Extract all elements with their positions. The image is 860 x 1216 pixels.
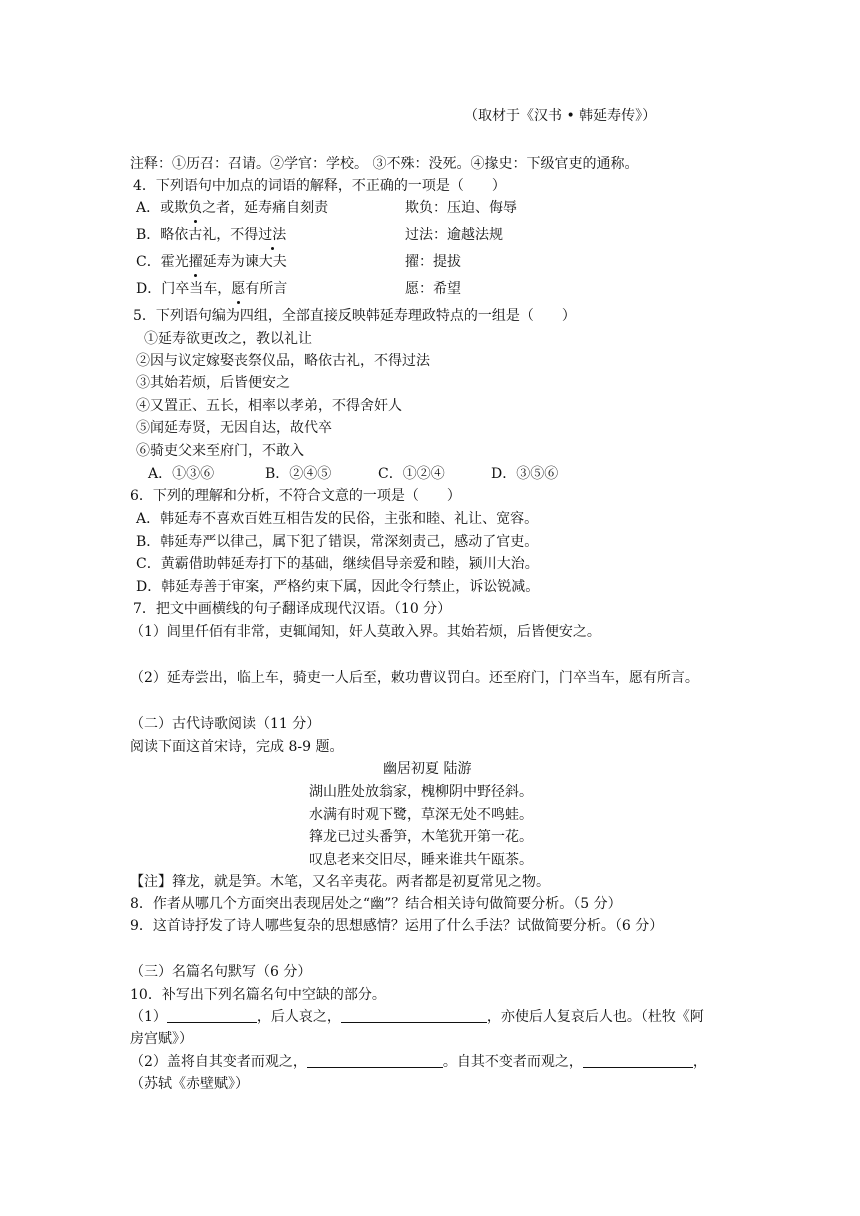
q5-choice-a: A．①③⑥ [148, 466, 215, 482]
q7-stem: 7．把文中画横线的句子翻译成现代汉语。（10 分） [133, 601, 452, 617]
q4-option-b: B．略依古礼，不得过法 [136, 227, 287, 243]
poem-annotation: 【注】箨龙，就是笋。木笔，又名辛夷花。两者都是初夏常见之物。 [130, 874, 550, 890]
q10-item-2-continued: （苏轼《赤壁赋》） [130, 1076, 249, 1092]
q6-option-b: B．韩延寿严以律己，属下犯了错误，常深刻责己，感动了官吏。 [136, 534, 539, 550]
q6-option-a: A．韩延寿不喜欢百姓互相告发的民俗，主张和睦、礼让、宽容。 [136, 511, 539, 527]
dotted-word: 愿 [231, 281, 246, 297]
q7-sentence-2: （2）延寿尝出，临上车，骑吏一人后至，敕功曹议罚白。还至府门，门卒当车，愿有所言。 [130, 670, 699, 686]
poem-title: 幽居初夏 陆游 [383, 761, 472, 777]
q4-option-a: A．或欺负之者，延寿痛自刻责 [136, 200, 329, 216]
poem-line-3: 箨龙已过头番笋，木笔犹开第一花。 [309, 829, 533, 845]
q4-option-c: C．霍光擢延寿为谏大夫 [136, 254, 287, 270]
dotted-word: 过法 [258, 227, 287, 243]
q6-stem: 6．下列的理解和分析，不符合文意的一项是（ ） [130, 488, 461, 504]
q5-item-3: ③其始若烦，后皆便安之 [136, 375, 290, 391]
q6-option-c: C．黄霸借助韩延寿打下的基础，继续倡导亲爱和睦，颍川大治。 [136, 556, 539, 572]
poem-line-1: 湖山胜处放翁家，槐柳阴中野径斜。 [309, 784, 533, 800]
q4-option-c-explanation: 擢：提拔 [405, 254, 461, 270]
q5-item-4: ④又置正、五长，相率以孝弟，不得舍奸人 [136, 398, 402, 414]
q4-option-a-explanation: 欺负：压迫、侮辱 [405, 200, 517, 216]
q4-stem: 4．下列语句中加点的词语的解释，不正确的一项是（ ） [133, 178, 506, 194]
dotted-word: 负 [188, 200, 203, 216]
annotation-note: 注释：①历召：召请。②学官：学校。 ③不殊：没死。④掾史：下级官吏的通称。 [130, 156, 639, 172]
q10-stem: 10．补写出下列名篇名句中空缺的部分。 [130, 987, 386, 1003]
q10-item-2: （2）盖将自其变者而观之， 。自其不变者而观之， ， [130, 1054, 707, 1070]
dotted-word: 擢 [188, 254, 203, 270]
q9: 9．这首诗抒发了诗人哪些复杂的思想感情？运用了什么手法？试做简要分析。（6 分） [130, 918, 664, 934]
q5-choice-c: C．①②④ [378, 466, 445, 482]
q5-item-1: ①延寿欲更改之，教以礼让 [144, 331, 312, 347]
q5-item-5: ⑤闻延寿贤，无因自达，故代卒 [136, 420, 332, 436]
fill-blank[interactable] [307, 1053, 443, 1068]
q8: 8．作者从哪几个方面突出表现居处之“幽”？结合相关诗句做简要分析。（5 分） [130, 896, 622, 912]
fill-blank[interactable] [583, 1053, 693, 1068]
poem-line-4: 叹息老来交旧尽，睡来谁共午瓯茶。 [309, 852, 533, 868]
q5-item-6: ⑥骑吏父来至府门，不敢入 [136, 443, 304, 459]
section-3-heading: （三）名篇名句默写（6 分） [130, 964, 312, 980]
q5-choice-d: D．③⑤⑥ [491, 466, 559, 482]
q5-choice-b: B．②④⑤ [265, 466, 332, 482]
q4-option-d-explanation: 愿：希望 [405, 281, 461, 297]
q7-sentence-1: （1）闾里仟佰有非常，吏辄闻知，奸人莫敢入界。其始若烦，后皆便安之。 [130, 624, 601, 640]
q10-item-1: （1） ，后人哀之， ，亦使后人复哀后人也。（杜牧《阿 [130, 1009, 704, 1025]
q5-stem: 5．下列语句编为四组，全部直接反映韩延寿理政特点的一组是（ ） [133, 308, 576, 324]
fill-blank[interactable] [341, 1008, 487, 1023]
poem-intro: 阅读下面这首宋诗，完成 8-9 题。 [130, 739, 344, 755]
q5-item-2: ②因与议定嫁娶丧祭仪品，略依古礼，不得过法 [136, 353, 430, 369]
section-2-heading: （二）古代诗歌阅读（11 分） [130, 716, 321, 732]
q4-option-b-explanation: 过法：逾越法规 [405, 227, 503, 243]
poem-line-2: 水满有时观下鹭，草深无处不鸣蛙。 [309, 807, 533, 823]
q6-option-d: D．韩延寿善于审案，严格约束下属，因此令行禁止，诉讼锐减。 [136, 579, 540, 595]
q4-option-d: D．门卒当车，愿有所言 [136, 281, 288, 297]
fill-blank[interactable] [167, 1008, 257, 1023]
q10-item-1-continued: 房宫赋》） [130, 1031, 193, 1047]
source-citation: （取材于《汉书 • 韩延寿传》） [464, 108, 657, 124]
